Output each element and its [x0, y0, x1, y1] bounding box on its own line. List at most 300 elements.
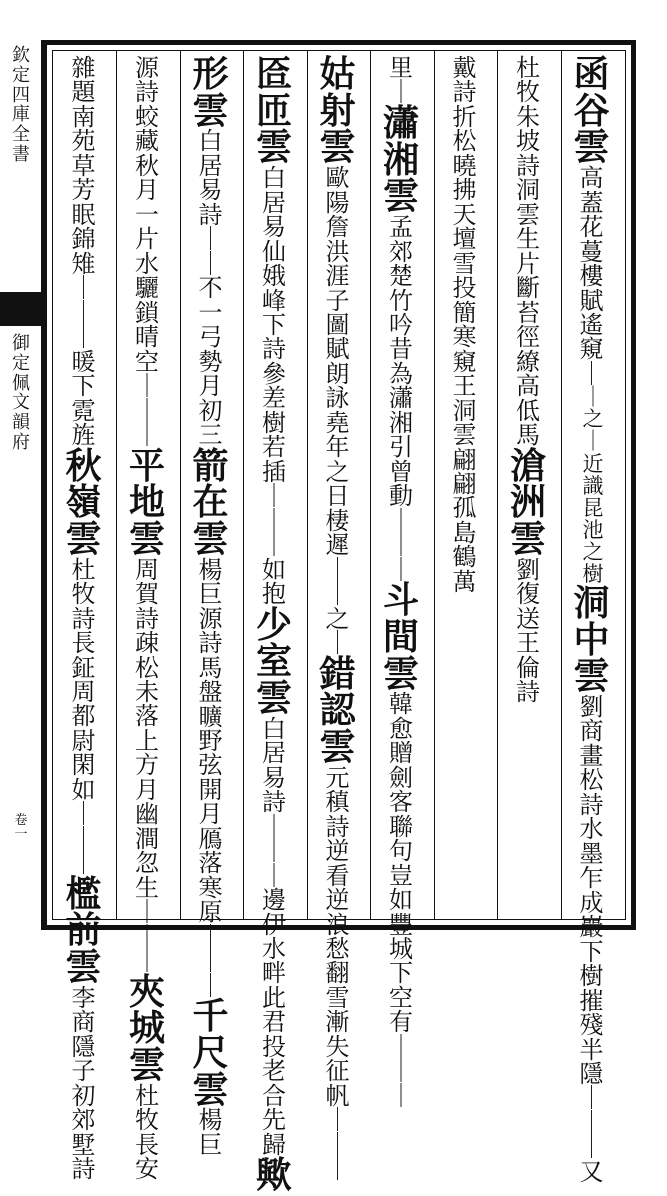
citation-char: ｜	[325, 629, 350, 658]
entry-citation	[199, 129, 223, 276]
citation-char: 日	[325, 482, 350, 511]
citation-char: 墅	[71, 1130, 96, 1159]
citation-char: 詩	[516, 151, 540, 180]
headword-char: 認	[319, 689, 356, 732]
citation-char: 李	[71, 983, 96, 1012]
headword-char: 雲	[65, 946, 102, 989]
citation-char: 盤	[198, 678, 223, 707]
citation-char: 苔	[516, 298, 540, 327]
citation-char: 一	[135, 200, 159, 229]
citation-char: 歸	[262, 1130, 286, 1159]
headword-char: 箭	[192, 444, 229, 487]
citation-char: 折	[452, 102, 477, 131]
citation-char: 翩	[452, 445, 477, 474]
citation-char: 雪	[325, 983, 350, 1012]
citation-char: 寒	[198, 873, 223, 902]
citation-char: 倫	[516, 653, 540, 682]
column-rule	[370, 51, 371, 919]
citation-char: 馬	[516, 421, 540, 450]
citation-char: 遙	[579, 310, 604, 339]
citation-char: 帆	[325, 1081, 350, 1110]
margin-char: 欽	[12, 45, 30, 66]
headword-char: 瀟	[382, 101, 419, 144]
entry-headword	[573, 53, 610, 169]
citation-char: ｜	[262, 837, 286, 866]
citation-char: 詠	[325, 384, 350, 413]
citation-char: 開	[198, 775, 223, 804]
entry-citation	[198, 555, 223, 780]
headword-char: 間	[382, 615, 419, 658]
citation-char: 圖	[325, 310, 350, 339]
citation-char: 殘	[579, 1011, 604, 1040]
citation-char: 暖	[71, 347, 96, 376]
citation-char: 杜	[516, 54, 540, 82]
citation-char: 朱	[516, 102, 540, 131]
citation-char: 壇	[452, 225, 477, 254]
citation-char: 繚	[516, 347, 540, 376]
entry-headword	[255, 1154, 292, 1196]
page-margin	[0, 40, 42, 930]
citation-char: 王	[452, 372, 477, 401]
citation-char: 天	[452, 200, 477, 229]
citation-char: ｜	[262, 812, 286, 841]
citation-char: 易	[198, 176, 223, 205]
headword-char: 嶺	[65, 481, 102, 524]
entry-citation	[452, 445, 477, 596]
citation-char: 詩	[516, 678, 540, 706]
headword-char: 斗	[382, 579, 419, 622]
citation-char: 杜	[135, 1081, 159, 1110]
citation-char: 詩	[198, 629, 223, 658]
citation-char: 苑	[71, 127, 96, 156]
headword-char: 洲	[509, 481, 546, 524]
entry-citation	[325, 408, 350, 658]
annotation-char: 之	[582, 539, 604, 564]
citation-char: 牧	[135, 1106, 159, 1135]
entry-citation	[516, 323, 540, 450]
annotation-right	[583, 386, 604, 584]
citation-char: 一	[198, 298, 223, 327]
citation-char: 畔	[262, 959, 286, 988]
margin-char: 庫	[12, 104, 30, 126]
citation-char: 賀	[135, 580, 159, 609]
citation-char: 錦	[71, 225, 96, 254]
citation-char: 參	[262, 359, 286, 388]
citation-char: 疎	[135, 629, 159, 658]
citation-char: 浪	[325, 910, 350, 939]
citation-char: 先	[262, 1106, 286, 1135]
annotation-char: 昆	[582, 495, 604, 520]
citation-char: 仙	[262, 237, 286, 266]
entry-headword	[573, 581, 610, 698]
citation-char: 簡	[452, 298, 477, 327]
citation-char: 投	[262, 1032, 286, 1061]
citation-char: 豐	[389, 910, 413, 939]
citation-char: 看	[325, 861, 350, 890]
citation-char: ｜	[389, 1081, 413, 1110]
citation-char: 賦	[579, 286, 604, 315]
citation-char: ｜	[135, 421, 159, 450]
entry-headword	[382, 101, 419, 218]
citation-char: 湘	[389, 408, 413, 437]
citation-char: 詩	[135, 78, 159, 107]
headword-char: 雲	[128, 1044, 165, 1087]
entry-citation	[135, 1081, 159, 1135]
citation-char: 詩	[71, 604, 96, 633]
margin-folio	[10, 814, 32, 841]
headword-char: 雲	[255, 126, 292, 169]
citation-char: 詩	[135, 604, 159, 633]
citation-char: 送	[516, 604, 540, 633]
citation-char: 孟	[389, 213, 413, 242]
entry-citation	[262, 166, 286, 386]
entry-citation	[579, 692, 604, 942]
headword-char: 雲	[319, 126, 356, 169]
citation-char: 窺	[452, 347, 477, 376]
entry-citation	[325, 763, 350, 988]
citation-char: 歐	[325, 164, 350, 193]
citation-char: 詩	[262, 335, 286, 364]
headword-char: 千	[192, 995, 229, 1038]
citation-char: 詩	[579, 790, 604, 819]
citation-char: 征	[325, 1057, 350, 1086]
headword-char: 雲	[192, 89, 229, 132]
citation-char: 旌	[71, 421, 96, 450]
citation-char: 居	[198, 151, 223, 180]
citation-char: ｜	[389, 506, 413, 535]
citation-char: ｜	[325, 1155, 350, 1184]
headword-char: 雲	[65, 517, 102, 560]
citation-char: 原	[198, 898, 223, 927]
entry-citation	[516, 555, 540, 706]
citation-char: ｜	[71, 800, 96, 829]
entry-citation	[389, 56, 413, 105]
citation-char: 鉦	[71, 653, 96, 682]
citation-char: 之	[325, 604, 350, 633]
citation-char: 郊	[389, 237, 413, 266]
citation-char: 花	[579, 213, 604, 242]
citation-char: 斷	[516, 274, 540, 303]
citation-char: ｜	[325, 1130, 350, 1159]
column-rule	[497, 51, 498, 919]
annotation-char: 池	[582, 517, 604, 542]
citation-char: 客	[389, 788, 413, 817]
citation-char: 漸	[325, 1008, 350, 1037]
citation-char: 此	[262, 983, 286, 1012]
citation-char: 長	[71, 629, 96, 658]
margin-char: 佩	[12, 372, 30, 394]
citation-char: 娥	[262, 262, 286, 291]
citation-char: 伊	[262, 910, 286, 939]
citation-char: 蓋	[579, 188, 604, 217]
headword-char: 夾	[128, 970, 165, 1013]
citation-char: 如	[389, 886, 413, 915]
citation-char: 藏	[135, 127, 159, 156]
headword-char: 在	[192, 481, 229, 524]
citation-char: ｜	[325, 1106, 350, 1135]
annotation-char: ｜	[582, 385, 604, 410]
citation-char: 商	[579, 717, 604, 746]
citation-char: 翻	[325, 959, 350, 988]
citation-char: ｜	[579, 1108, 604, 1137]
citation-char: 棲	[325, 506, 350, 535]
citation-char: 閑	[71, 751, 96, 780]
citation-char: 安	[135, 1155, 159, 1184]
citation-char: 雲	[516, 200, 540, 229]
citation-char: 初	[71, 1081, 96, 1110]
citation-char: 未	[135, 678, 159, 706]
citation-char: 巨	[198, 1130, 223, 1159]
headword-char: 匝	[255, 89, 292, 132]
entry-headword	[128, 444, 165, 560]
citation-char: 水	[135, 249, 159, 278]
citation-char: 如	[262, 555, 286, 584]
citation-char: ｜	[71, 274, 96, 303]
entry-citation	[135, 249, 159, 450]
citation-char: 源	[198, 604, 223, 633]
citation-char: 弓	[198, 323, 223, 352]
citation-char: 坡	[516, 127, 540, 156]
citation-char: 摧	[579, 986, 604, 1015]
citation-char: 隱	[579, 1059, 604, 1088]
annotation-char: 識	[582, 473, 604, 498]
citation-char: 眠	[71, 200, 96, 229]
entry-citation	[198, 775, 223, 1000]
citation-char: 吟	[389, 310, 413, 339]
citation-char: ｜	[71, 323, 96, 352]
citation-char: 合	[262, 1081, 286, 1110]
citation-char: 野	[198, 726, 223, 755]
entry-headword	[192, 995, 229, 1111]
citation-char: 若	[262, 433, 286, 462]
citation-char: 又	[579, 1157, 604, 1186]
citation-char: 樹	[262, 408, 286, 437]
citation-char: ｜	[198, 249, 223, 278]
citation-char: ｜	[262, 861, 286, 890]
citation-char: 杜	[71, 555, 96, 584]
citation-char: ｜	[389, 555, 413, 584]
citation-char: 投	[452, 274, 477, 303]
citation-char: 月	[198, 372, 223, 401]
headword-char: 城	[128, 1007, 165, 1050]
citation-char: 霓	[71, 396, 96, 425]
entry-citation	[198, 274, 223, 450]
citation-char: 乍	[579, 864, 604, 893]
entry-citation	[326, 166, 350, 411]
folio-char: 卷	[14, 813, 28, 828]
entry-headword	[319, 53, 356, 169]
citation-char: 白	[262, 164, 286, 193]
citation-char: 失	[325, 1032, 350, 1061]
entry-citation	[135, 1130, 159, 1184]
headword-char: 中	[573, 618, 610, 661]
column-rule	[116, 51, 117, 919]
citation-char: 商	[71, 1008, 96, 1037]
entry-citation	[516, 56, 540, 325]
entry-citation	[135, 555, 159, 780]
citation-char: 隱	[71, 1032, 96, 1061]
column-rule	[307, 51, 308, 919]
citation-char: 邊	[262, 886, 286, 915]
citation-char: 題	[71, 78, 96, 107]
headword-char: 歟	[255, 1154, 292, 1196]
citation-char: 島	[452, 518, 477, 547]
citation-char: 動	[389, 482, 413, 511]
citation-char: 松	[452, 127, 477, 156]
citation-char: 郊	[71, 1106, 96, 1135]
citation-char: 有	[389, 1008, 413, 1037]
citation-char: 徑	[516, 323, 540, 352]
citation-char: 周	[135, 555, 159, 584]
citation-char: 愈	[389, 714, 413, 743]
citation-char: 子	[325, 286, 350, 315]
citation-char: 樹	[579, 962, 604, 991]
citation-char: ｜	[579, 1133, 604, 1162]
citation-char: 曠	[198, 702, 223, 731]
citation-char: 贈	[389, 739, 413, 768]
citation-char: 孤	[452, 494, 477, 523]
citation-char: 尉	[71, 726, 96, 755]
margin-black-band	[0, 292, 42, 326]
citation-char: 詩	[71, 1155, 96, 1184]
citation-char: ｜	[198, 225, 223, 254]
citation-char: 雲	[452, 421, 477, 450]
entry-citation	[262, 934, 286, 1159]
margin-char: 定	[12, 64, 30, 86]
margin-section-title	[8, 334, 34, 453]
citation-char: 詹	[325, 213, 350, 242]
entry-headword	[319, 652, 356, 768]
citation-char: ｜	[71, 298, 96, 327]
citation-char: 驪	[135, 274, 159, 303]
citation-char: 劉	[516, 555, 540, 584]
citation-char: ｜	[389, 1057, 413, 1086]
headword-char: 秋	[65, 444, 102, 487]
headword-char: 室	[255, 640, 292, 683]
headword-char: 形	[192, 53, 229, 95]
citation-char: 子	[71, 1057, 96, 1086]
citation-char: 萬	[452, 567, 477, 596]
citation-char: 高	[516, 372, 540, 401]
citation-char: 不	[198, 274, 223, 303]
citation-char: 雪	[452, 249, 477, 278]
citation-char: 易	[262, 213, 286, 242]
citation-char: 如	[71, 775, 96, 804]
headword-char: 雲	[573, 655, 610, 698]
headword-char: 少	[255, 603, 292, 646]
citation-char: 片	[135, 225, 159, 254]
citation-char: 南	[71, 102, 96, 131]
citation-char: 鎖	[135, 298, 159, 327]
entry-headword	[128, 970, 165, 1087]
citation-char: 片	[516, 249, 540, 278]
citation-char: 戴	[452, 54, 477, 82]
citation-char: ｜	[325, 555, 350, 584]
citation-char: 源	[135, 54, 159, 82]
citation-char: 年	[325, 433, 350, 462]
headword-char: 湘	[382, 138, 419, 181]
entry-headword	[65, 444, 102, 560]
column-rule	[243, 51, 244, 919]
citation-char: 居	[262, 188, 286, 217]
entry-citation	[71, 1081, 96, 1184]
citation-char: 落	[198, 849, 223, 878]
citation-char: 芳	[71, 176, 96, 205]
entry-citation	[135, 775, 159, 976]
citation-char: 洞	[452, 396, 477, 425]
headword-char: 洞	[573, 581, 610, 624]
citation-char: ｜	[579, 359, 604, 388]
citation-char: 寒	[452, 323, 477, 352]
citation-char: 低	[516, 396, 540, 425]
text-column-9	[57, 54, 111, 1184]
entry-headword	[255, 53, 292, 169]
text-column-1	[565, 53, 619, 1186]
citation-char: 聯	[389, 812, 413, 841]
citation-char: 周	[71, 678, 96, 706]
citation-char: 遲	[325, 531, 350, 560]
citation-char: 豈	[389, 861, 413, 890]
citation-char: 鴈	[198, 824, 223, 853]
entry-citation	[580, 166, 604, 386]
entry-citation	[579, 937, 604, 1186]
text-column-4	[374, 54, 428, 1110]
headword-char: 射	[319, 89, 356, 132]
citation-char: 空	[135, 347, 159, 376]
column-rule	[561, 51, 562, 919]
headword-char: 雲	[192, 517, 229, 560]
citation-char: 生	[135, 873, 159, 902]
entry-citation	[135, 56, 159, 252]
citation-char: ｜	[389, 78, 413, 107]
citation-char: 洪	[325, 237, 350, 266]
citation-char: 初	[198, 396, 223, 425]
entry-citation	[389, 215, 413, 411]
citation-char: 澗	[135, 824, 159, 853]
citation-char: 成	[579, 888, 604, 917]
citation-char: ｜	[135, 396, 159, 425]
citation-char: 蔓	[579, 237, 604, 266]
citation-char: 拂	[452, 176, 477, 205]
headword-char: 地	[128, 481, 165, 524]
entry-citation	[453, 56, 477, 448]
citation-char: 詩	[325, 812, 350, 841]
citation-char: 白	[198, 127, 223, 156]
headword-char: 雲	[319, 725, 356, 768]
citation-char: 巨	[198, 580, 223, 609]
citation-char: 三	[198, 421, 223, 450]
margin-char: 全	[12, 124, 30, 146]
citation-char: 為	[389, 359, 413, 388]
headword-char: 雲	[382, 175, 419, 218]
citation-char: 韓	[389, 690, 413, 719]
headword-char: 雲	[128, 517, 165, 560]
citation-char: 翩	[452, 469, 477, 498]
citation-char: 愁	[325, 934, 350, 963]
margin-char: 御	[12, 333, 30, 354]
folio-char: 一	[14, 826, 28, 842]
citation-char: 詩	[198, 200, 223, 229]
citation-char: 堯	[325, 408, 350, 437]
citation-char: 下	[389, 959, 413, 988]
citation-char: ｜	[135, 898, 159, 927]
citation-char: ｜	[262, 482, 286, 511]
citation-char: 引	[389, 433, 413, 462]
citation-char: ｜	[389, 1032, 413, 1061]
headword-char: 檻	[65, 872, 102, 915]
headword-char: 錯	[319, 652, 356, 695]
citation-char: 洞	[516, 176, 540, 205]
